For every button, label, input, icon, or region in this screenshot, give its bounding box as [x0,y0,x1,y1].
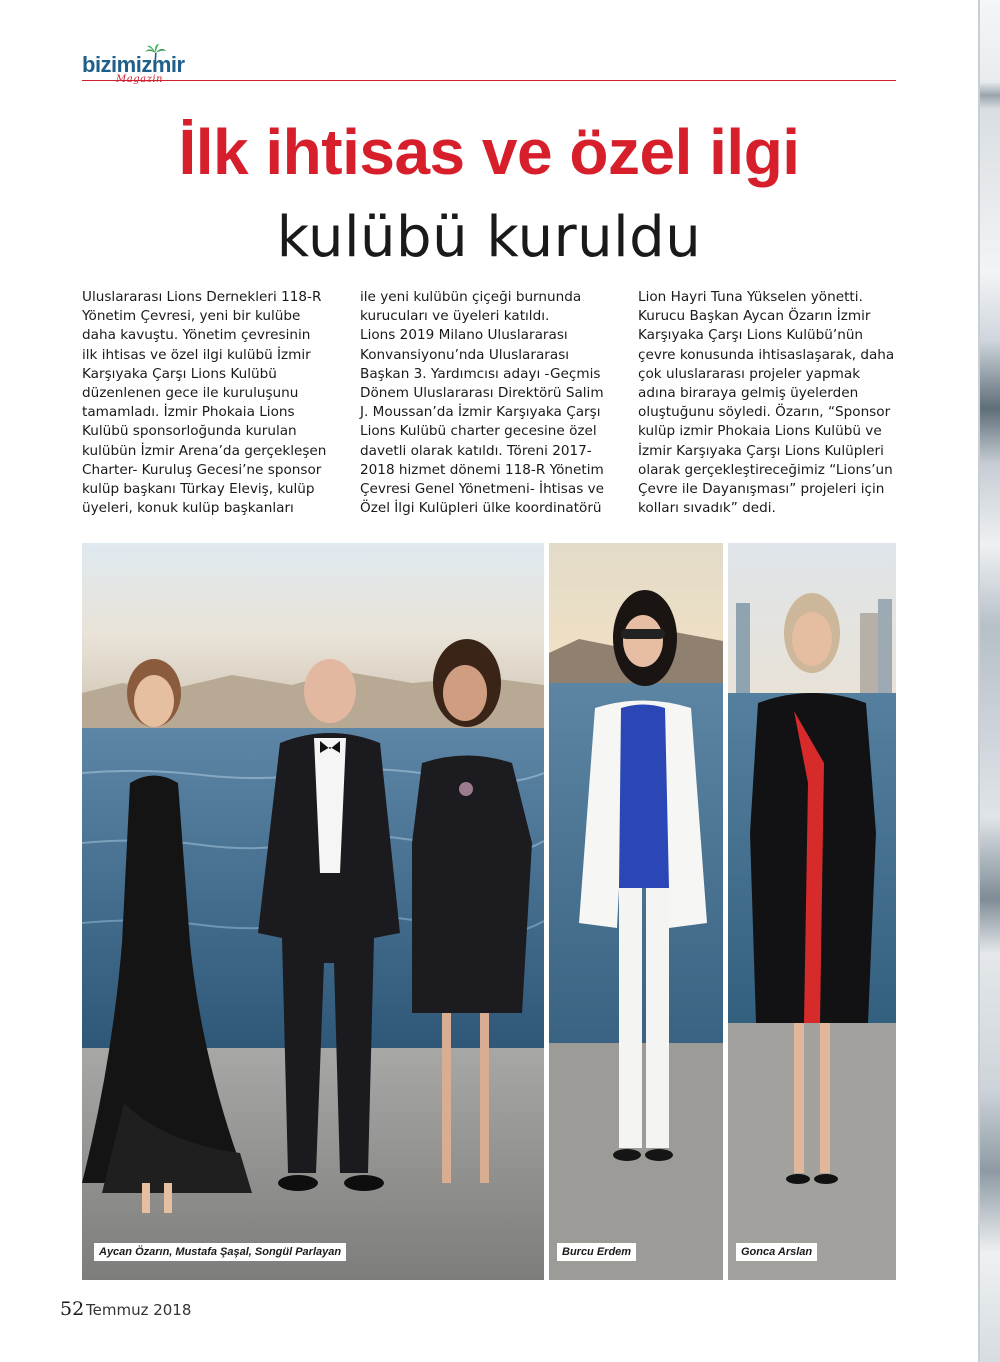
portrait-photo-gonca [728,543,896,1280]
headline-line-2: kulübü kuruldu [276,205,702,270]
headline-line-1: İlk ihtisas ve özel ilgi [178,116,800,188]
brand-name-part2: izmir [135,52,185,77]
issue-date: Temmuz 2018 [86,1301,192,1319]
page-number: 52 [60,1298,85,1320]
group-photo-illustration [82,543,544,1280]
group-photo [82,543,544,1280]
article-column-1: Uluslararası Lions Dernekleri 118-R Yönetim Çevresi, yeni bir kulübe daha kavuştu. Yönetim çevresinin ilk ihtisas ve özel ilgi kulübü İzmir Karşıyaka Çarşı Lions Kulübü düzenlenen gece ile kuruluşunu tamamladı. İzmir Phokaia Lions Kulübü sponsorloğunda kurulan kulübün İzmir Arena’da gerçekleşen Charter- Kuruluş Gecesi’ne sponsor kulüp başkanı Türkay Eleviş, kulüp üyeleri, konuk kulüp başkanları [82,289,327,517]
palm-tree-icon [143,44,167,66]
article-column-2: ile yeni kulübün çiçeği burnunda kurucuları ve üyeleri katıldı. Lions 2019 Milano Uluslararası Konvansiyonu’nda Uluslararası Başkan 3. Yardımcısı adayı -Geçmis Dönem Uluslararası Direktörü Salim J. Moussan’da İzmir Karşıyaka Çarşı Lions Kulübü charter gecesine özel davetli olarak katıldı. Töreni 2017- 2018 hizmet dönemi 118-R Yönetim Çevresi Genel Yönetmeni- İhtisas ve Özel İlgi Kulüpleri ülke koordinatörü [360,289,605,517]
photo-caption: Burcu Erdem [557,1243,636,1261]
photo-caption: Aycan Özarın, Mustafa Şaşal, Songül Parlayan [94,1243,346,1261]
article-column-3: Lion Hayri Tuna Yükselen yönetti. Kurucu Başkan Aycan Özarın İzmir Karşıyaka Çarşı Lions Kulübü’nün çevre konusunda ihtisaslaşarak, daha çok uluslararası projeler yapmak adına biraraya gelmiş üyelerden oluştuğunu söyledi. Özarın, “Sponsor kulüp izmir Phokaia Lions Kulübü ve İzmir Karşıyaka Çarşı Lions Kulüpleri olarak gerçekleştireceğimiz “Lions’un Çevre ile Dayanışması” projeleri için kolları sıvadık” dedi. [638,289,895,517]
header-divider [82,80,896,81]
portrait-illustration-gonca [728,543,896,1280]
portrait-illustration-burcu [549,543,723,1280]
adjacent-page-edge [978,0,1000,1362]
photo-caption: Gonca Arslan [736,1243,817,1261]
brand-logo[interactable] [82,48,222,90]
brand-name-part1: bizim [82,52,136,77]
portrait-photo-burcu [549,543,723,1280]
